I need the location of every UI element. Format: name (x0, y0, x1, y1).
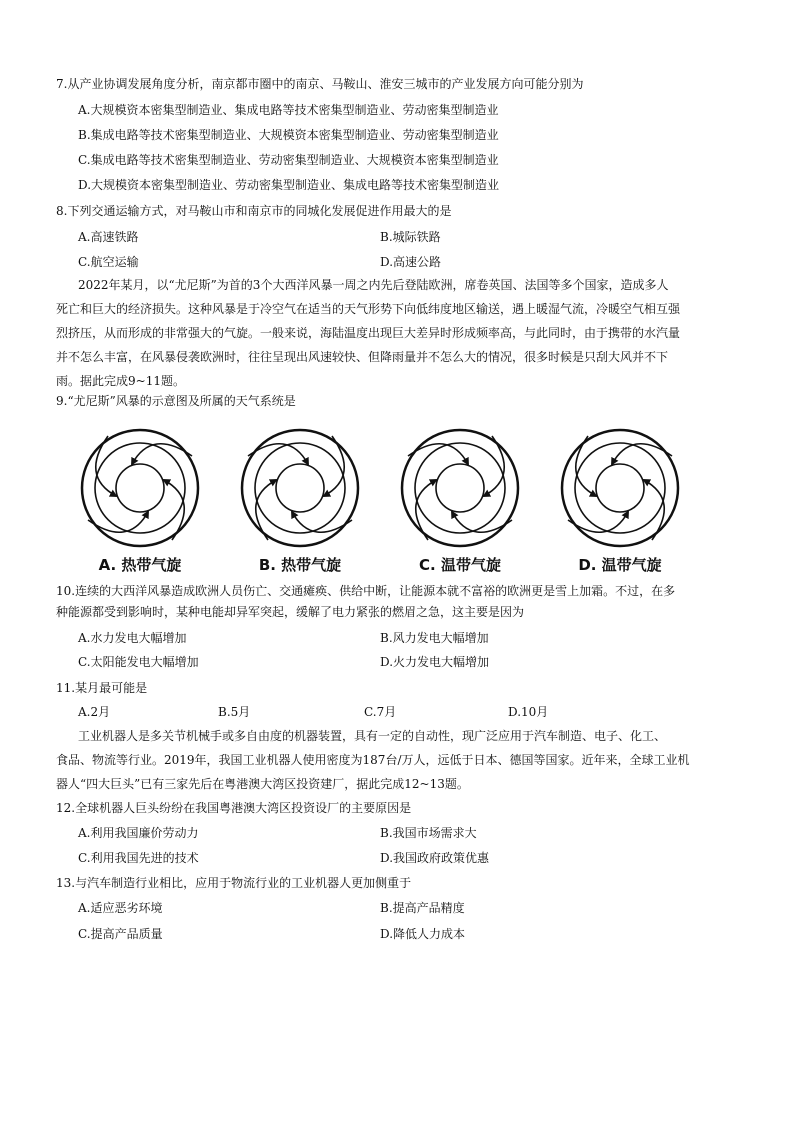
q8-option-b: B.城际铁路 (380, 230, 441, 244)
q12-option-a: A.利用我国廉价劳动力 (78, 826, 199, 840)
q12-option-c: C.利用我国先进的技术 (78, 851, 199, 865)
passage1-line: 2022年某月，以“尤尼斯”为首的3个大西洋风暴一周之内先后登陆欧洲，席卷英国、法国等多个国家，造成多人 (78, 278, 669, 292)
q13-option-d: D.降低人力成本 (380, 927, 466, 941)
passage1-line: 烈挤压，从而形成的非常强大的气旋。一般来说，海陆温度出现巨大差异时形成频率高，与此同时，由于携带的水汽量 (56, 326, 681, 340)
q13-option-c: C.提高产品质量 (78, 927, 163, 941)
q8-option-d: D.高速公路 (380, 255, 442, 269)
q11-option-a: A.2月 (78, 705, 111, 719)
q8-stem: 8.下列交通运输方式，对马鞍山市和南京市的同城化发展促进作用最大的是 (56, 204, 452, 218)
q12-stem: 12.全球机器人巨头纷纷在我国粤港澳大湾区投资设厂的主要原因是 (56, 801, 412, 815)
diagram-option-b (230, 426, 370, 576)
diagram-caption-a: A. 热带气旋 (98, 556, 182, 574)
cyclone-diagram-c (398, 426, 522, 550)
diagram-option-d (550, 426, 690, 576)
q10-option-c: C.太阳能发电大幅增加 (78, 655, 199, 669)
passage1-line: 并不怎么丰富，在风暴侵袭欧洲时，往往呈现出风速较快、但降雨量并不怎么大的情况，很多时候是只刮大风并不下 (56, 350, 669, 364)
cyclone-diagrams (70, 426, 710, 576)
q7-stem: 7.从产业协调发展角度分析，南京都市圈中的南京、马鞍山、淮安三城市的产业发展方向可能分别为 (56, 77, 584, 91)
cyclone-diagram-d (558, 426, 682, 550)
q11-option-d: D.10月 (508, 705, 549, 719)
diagram-caption-c: C. 温带气旋 (419, 556, 501, 574)
q11-option-b: B.5月 (218, 705, 251, 719)
q12-option-b: B.我国市场需求大 (380, 826, 477, 840)
diagram-caption-d: D. 温带气旋 (578, 556, 662, 574)
diagram-caption-b: B. 热带气旋 (258, 556, 342, 574)
passage2-line: 工业机器人是多关节机械手或多自由度的机器装置，具有一定的自动性，现广泛应用于汽车制造、电子、化工、 (78, 729, 667, 743)
q11-stem: 11.某月最可能是 (56, 681, 148, 695)
cyclone-diagram-a (78, 426, 202, 550)
q10-option-b: B.风力发电大幅增加 (380, 631, 489, 645)
q7-option-b: B.集成电路等技术密集型制造业、大规模资本密集型制造业、劳动密集型制造业 (78, 128, 499, 142)
q11-option-c: C.7月 (364, 705, 397, 719)
diagram-option-a (70, 426, 210, 576)
passage2-line: 食品、物流等行业。2019年，我国工业机器人使用密度为187台/万人，远低于日本、德国等国家。近年来，全球工业机 (56, 753, 690, 767)
q13-stem: 13.与汽车制造行业相比，应用于物流行业的工业机器人更加侧重于 (56, 876, 412, 890)
q10-stem-cont: 种能源都受到影响时，某种电能却异军突起，缓解了电力紧张的燃眉之急，这主要是因为 (56, 605, 525, 619)
passage1-line: 雨。据此完成9~11题。 (56, 374, 185, 388)
q10-option-a: A.水力发电大幅增加 (78, 631, 187, 645)
q7-option-a: A.大规模资本密集型制造业、集成电路等技术密集型制造业、劳动密集型制造业 (78, 103, 499, 117)
q10-option-d: D.火力发电大幅增加 (380, 655, 490, 669)
diagram-option-c (390, 426, 530, 576)
q13-option-b: B.提高产品精度 (380, 901, 465, 915)
q8-option-c: C.航空运输 (78, 255, 139, 269)
passage1-line: 死亡和巨大的经济损失。这种风暴是于冷空气在适当的天气形势下向低纬度地区输送，遇上暖湿气流，冷暖空气相互强 (56, 302, 681, 316)
q13-option-a: A.适应恶劣环境 (78, 901, 163, 915)
q7-option-d: D.大规模资本密集型制造业、劳动密集型制造业、集成电路等技术密集型制造业 (78, 178, 500, 192)
passage2-line: 器人“四大巨头”已有三家先后在粤港澳大湾区投资建厂，据此完成12~13题。 (56, 777, 469, 791)
q7-option-c: C.集成电路等技术密集型制造业、劳动密集型制造业、大规模资本密集型制造业 (78, 153, 499, 167)
q8-option-a: A.高速铁路 (78, 230, 139, 244)
q10-stem: 10.连续的大西洋风暴造成欧洲人员伤亡、交通瘫痪、供给中断，让能源本就不富裕的欧洲更是雪上加霜。不过，在多 (56, 584, 676, 598)
q9-stem: 9.“尤尼斯”风暴的示意图及所属的天气系统是 (56, 394, 296, 408)
q12-option-d: D.我国政府政策优惠 (380, 851, 490, 865)
cyclone-diagram-b (238, 426, 362, 550)
